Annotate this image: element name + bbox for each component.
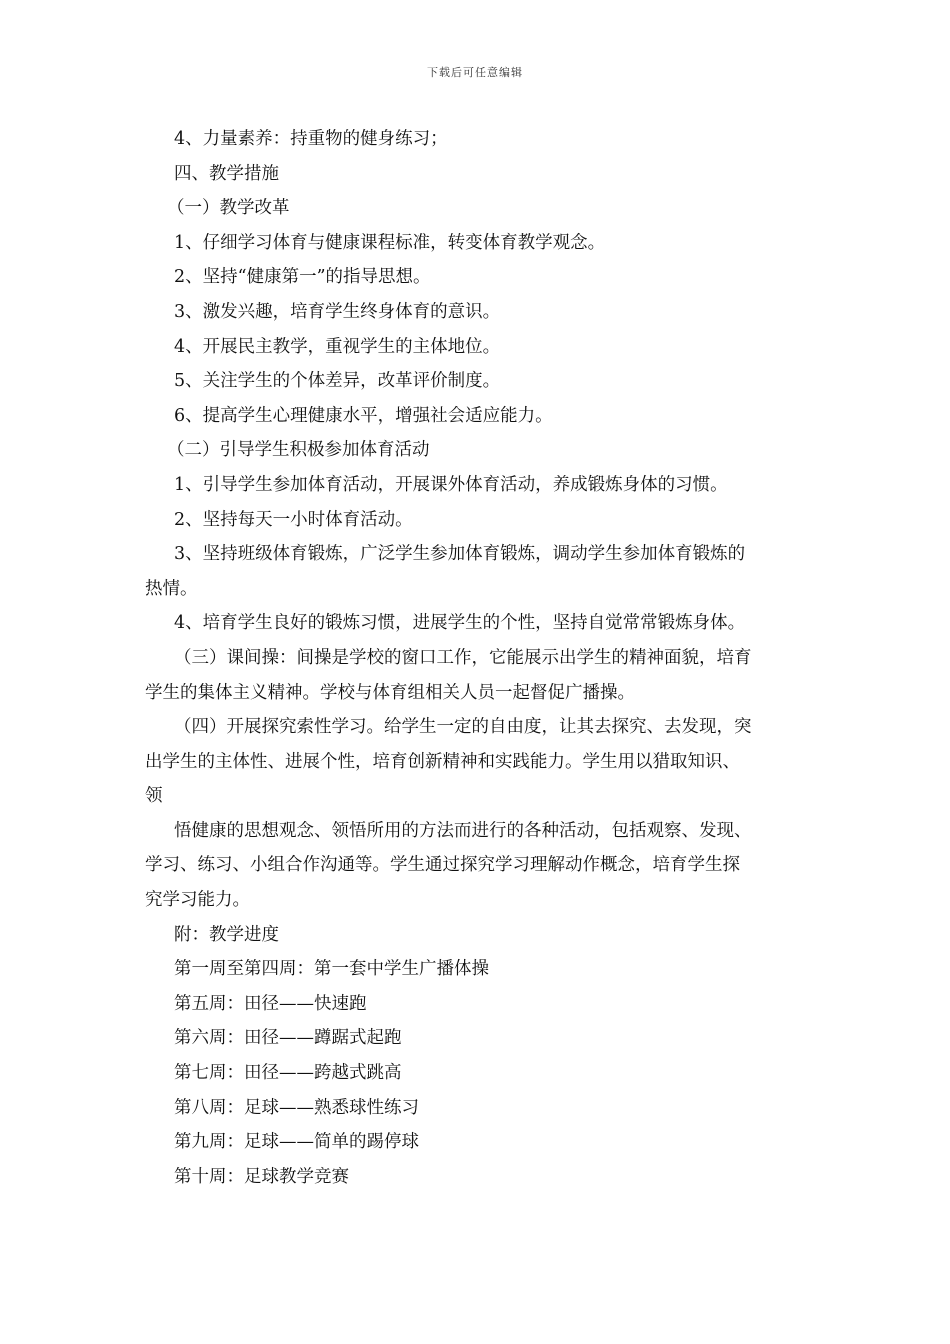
schedule-item: 第八周：足球——熟悉球性练习	[174, 1097, 419, 1118]
text-line: 学习、练习、小组合作沟通等。学生通过探究学习理解动作概念，培育学生探	[145, 855, 740, 876]
text-line: 1、引导学生参加体育活动，开展课外体育活动，养成锻炼身体的习惯。	[174, 474, 728, 495]
schedule-item: 第七周：田径——跨越式跳高	[174, 1063, 402, 1084]
text-line: 热情。	[145, 578, 198, 599]
document-body	[145, 122, 807, 1194]
text-line: （三）课间操：间操是学校的窗口工作，它能展示出学生的精神面貌，培育	[174, 647, 752, 668]
subsection-heading: （一）教学改革	[167, 198, 290, 219]
schedule-item: 第一周至第四周：第一套中学生广播体操	[174, 959, 489, 980]
schedule-item: 第六周：田径——蹲踞式起跑	[174, 1028, 402, 1049]
text-line: 学生的集体主义精神。学校与体育组相关人员一起督促广播操。	[145, 682, 635, 703]
text-line: 究学习能力。	[145, 890, 250, 911]
text-line: 领	[145, 786, 163, 807]
page-header: 下载后可任意编辑	[427, 66, 523, 79]
schedule-item: 第五周：田径——快速跑	[174, 993, 367, 1014]
schedule-item: 第十周：足球教学竞赛	[174, 1166, 349, 1187]
text-line: 3、坚持班级体育锻炼，广泛学生参加体育锻炼，调动学生参加体育锻炼的	[174, 544, 746, 565]
text-line: 4、力量素养：持重物的健身练习；	[174, 129, 448, 149]
text-line: 2、坚持每天一小时体育活动。	[174, 509, 413, 530]
text-line: （四）开展探究索性学习。给学生一定的自由度，让其去探究、去发现，突	[174, 717, 752, 738]
schedule-heading: 附：教学进度	[174, 924, 279, 945]
text-line: 出学生的主体性、进展个性，培育创新精神和实践能力。学生用以猎取知识、	[145, 751, 740, 772]
section-heading: 四、教学措施	[174, 163, 279, 184]
text-line: 4、开展民主教学，重视学生的主体地位。	[174, 336, 501, 357]
subsection-heading: （二）引导学生积极参加体育活动	[167, 440, 430, 461]
text-line: 2、坚持“健康第一”的指导思想。	[174, 267, 431, 288]
text-line: 3、激发兴趣，培育学生终身体育的意识。	[174, 301, 501, 322]
text-line: 6、提高学生心理健康水平，增强社会适应能力。	[174, 405, 553, 426]
text-line: 5、关注学生的个体差异，改革评价制度。	[174, 371, 501, 392]
text-line: 4、培育学生良好的锻炼习惯，进展学生的个性，坚持自觉常常锻炼身体。	[174, 613, 746, 634]
text-line: 悟健康的思想观念、领悟所用的方法而进行的各种活动，包括观察、发现、	[174, 820, 752, 841]
schedule-item: 第九周：足球——简单的踢停球	[174, 1132, 419, 1153]
text-line: 1、仔细学习体育与健康课程标准，转变体育教学观念。	[174, 232, 606, 253]
